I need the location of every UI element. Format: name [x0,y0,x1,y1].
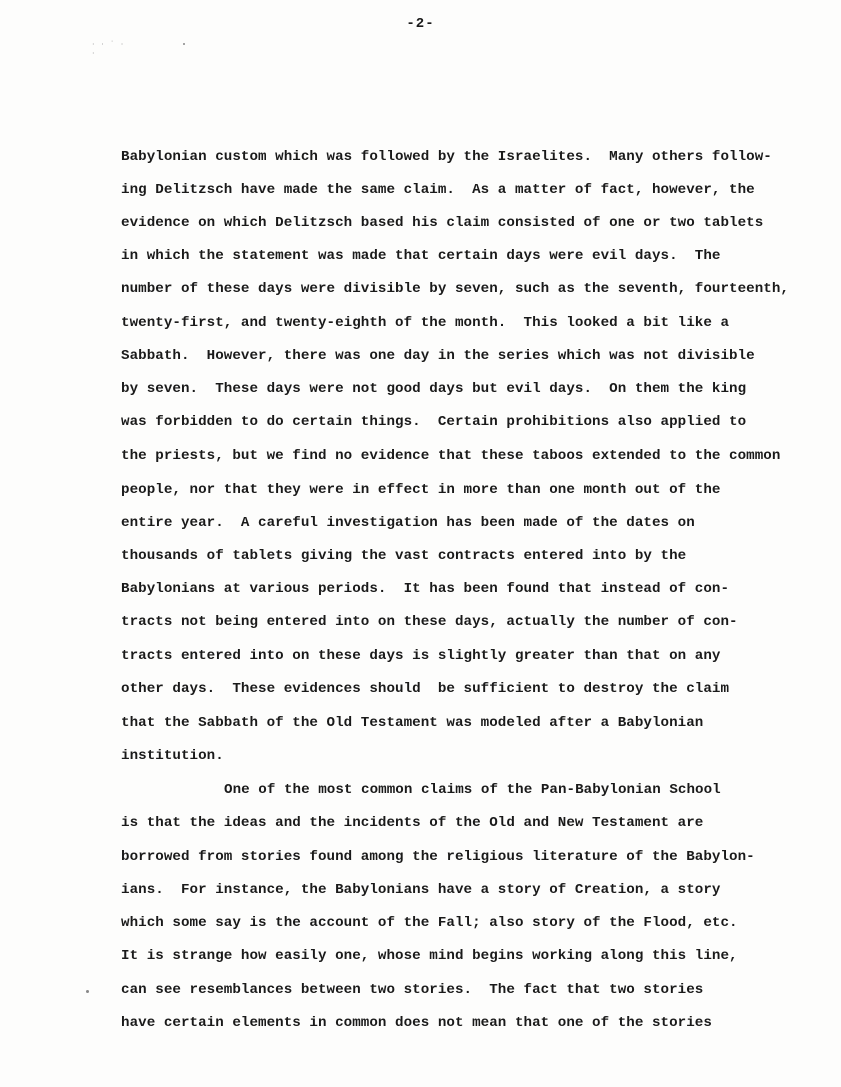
body-line: by seven. These days were not good days but evil days. On them the king [121,381,747,397]
body-line: in which the statement was made that certain days were evil days. The [121,248,721,264]
scan-artifact: · · ˙ · · [92,40,126,58]
body-line: Sabbath. However, there was one day in the series which was not divisible [121,348,755,364]
body-line: ing Delitzsch have made the same claim. As a matter of fact, however, the [121,182,755,198]
body-line: have certain elements in common does not mean that one of the stories [121,1015,712,1031]
body-line: the priests, but we find no evidence that these taboos extended to the common [121,448,781,464]
body-line: borrowed from stories found among the religious literature of the Babylon- [121,849,755,865]
body-line: number of these days were divisible by seven, such as the seventh, fourteenth, [121,281,789,297]
body-line: is that the ideas and the incidents of the Old and New Testament are [121,815,704,831]
page-number: -2- [406,16,435,32]
body-line: people, nor that they were in effect in more than one month out of the [121,482,721,498]
body-line: ians. For instance, the Babylonians have a story of Creation, a story [121,882,721,898]
body-line: thousands of tablets giving the vast contracts entered into by the [121,548,687,564]
body-line: Babylonians at various periods. It has been found that instead of con- [121,581,730,597]
body-line: evidence on which Delitzsch based his claim consisted of one or two tablets [121,215,764,231]
body-line: can see resemblances between two stories. The fact that two stories [121,982,704,998]
body-line: other days. These evidences should be sufficient to destroy the claim [121,681,730,697]
body-line: tracts not being entered into on these days, actually the number of con- [121,614,738,630]
body-line: Babylonian custom which was followed by the Israelites. Many others follow- [121,149,772,165]
body-line: institution. [121,748,224,764]
body-line: twenty-first, and twenty-eighth of the month. This looked a bit like a [121,315,730,331]
body-line: tracts entered into on these days is slightly greater than that on any [121,648,721,664]
body-line: that the Sabbath of the Old Testament was modeled after a Babylonian [121,715,704,731]
body-line: which some say is the account of the Fall; also story of the Flood, etc. [121,915,738,931]
body-line: entire year. A careful investigation has been made of the dates on [121,515,695,531]
paragraph-start-line: One of the most common claims of the Pan-Babylonian School [224,782,721,798]
scan-speck [86,990,89,993]
scan-speck [183,43,185,45]
body-line: It is strange how easily one, whose mind begins working along this line, [121,948,738,964]
body-line: was forbidden to do certain things. Certain prohibitions also applied to [121,414,747,430]
